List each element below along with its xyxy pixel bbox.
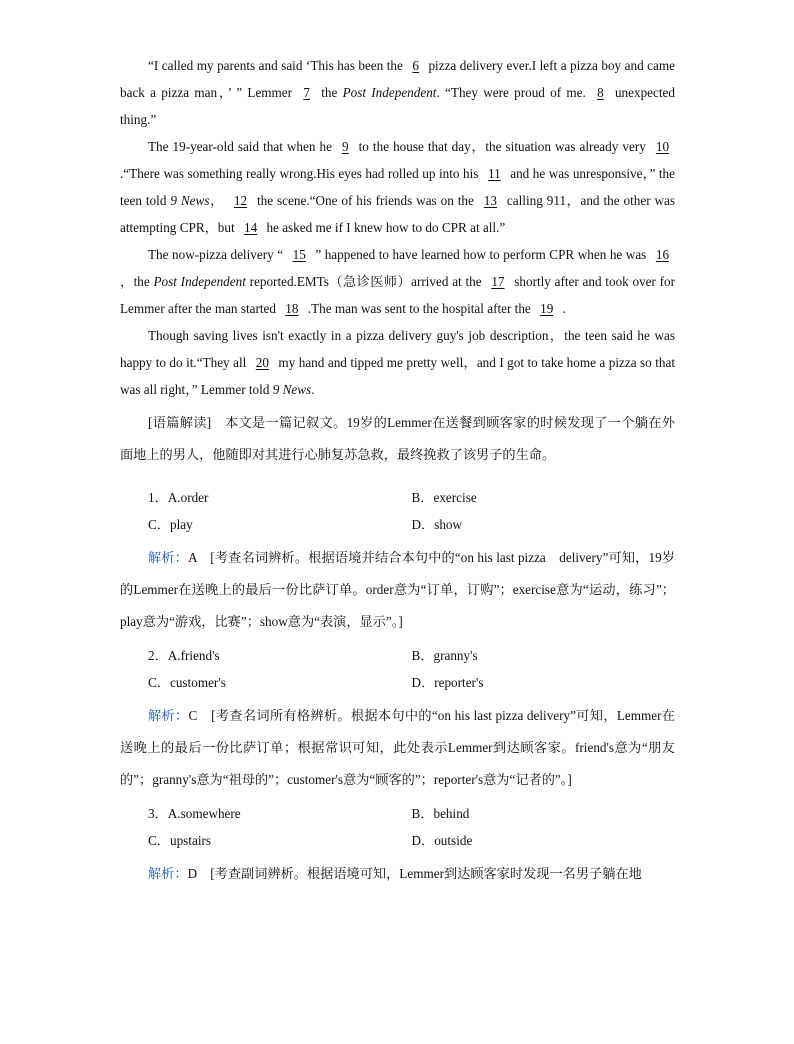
question-3-options	[148, 800, 675, 854]
blank-18: 18	[285, 301, 299, 316]
blank-9: 9	[342, 139, 349, 154]
option-c: C．play	[148, 517, 193, 533]
blank-20: 20	[255, 355, 269, 370]
blank-6: 6	[412, 58, 419, 73]
option-b: B．exercise	[411, 490, 477, 506]
question-2-options	[148, 642, 675, 696]
blank-13: 13	[483, 193, 497, 208]
option-b: B．behind	[411, 806, 470, 822]
blank-11: 11	[487, 166, 501, 181]
question-1-analysis: 解析：A [考查名词辨析。根据语境并结合本句中的“on his last pizza delivery”可知，19岁的Lemmer在送晚上的最后一份比萨订单。order意为“订单，订购”；exercise意为“运动，练习”；play意为“游戏，比赛”；show意为“表演，显示”。]	[120, 550, 676, 630]
option-a: 1．A.order	[148, 490, 209, 506]
analysis-label: 解析：	[148, 708, 189, 724]
analysis-label: 解析：	[148, 550, 189, 566]
option-d: D．outside	[411, 833, 473, 849]
blank-14: 14	[243, 220, 258, 235]
blank-10: 10	[655, 139, 670, 154]
option-d: D．reporter's	[411, 675, 484, 691]
passage-paragraph-3: The now-pizza delivery “ 15 ” happened to have learned how to perform CPR when he was 16 ，the Post Independent reported.EMTs（急诊医师）arrived at the 17 shortly after and took over for Lemmer after the man started 18 .The man was sent to the hospital after the 19 .	[120, 241, 675, 322]
blank-19: 19	[540, 301, 554, 316]
option-b: B．granny's	[411, 648, 478, 664]
question-1-options	[148, 484, 675, 538]
passage-paragraph-4: Though saving lives isn't exactly in a pizza delivery guy's job description，the teen said he was happy to do it.“They all 20 my hand and tipped me pretty well，and I got to take home a pizza so that was all right，” Lemmer told 9 News.	[120, 328, 675, 397]
blank-17: 17	[491, 274, 505, 289]
blank-7: 7	[303, 85, 310, 100]
passage-overview: [语篇解读] 本文是一篇记叙文。19岁的Lemmer在送餐到顾客家的时候发现了一个躺在外面地上的男人，他随即对其进行心肺复苏急救，最终挽救了该男子的生命。	[120, 415, 675, 462]
option-a: 3．A.somewhere	[148, 806, 241, 822]
passage-paragraph-2: The 19-year-old said that when he 9 to the house that day，the situation was already very 10 .“There was something really wrong.His eyes had rolled up into his 11 and he was unresponsive，” the teen told 9 News， 12 the scene.“One of his friends was on the 13 calling 911，and the other was attempting CPR，but 14 he asked me if I knew how to do CPR at all.”	[120, 133, 675, 241]
option-a: 2．A.friend's	[148, 648, 220, 664]
option-d: D．show	[411, 517, 463, 533]
option-c: C．upstairs	[148, 833, 212, 849]
blank-8: 8	[597, 85, 604, 100]
question-2-analysis: 解析：C [考查名词所有格辨析。根据本句中的“on his last pizza delivery”可知，Lemmer在送晚上的最后一份比萨订单；根据常识可知，此处表示Lemmer到达顾客家。friend's意为“朋友的”；granny's意为“祖母的”；customer's意为“顾客的”；reporter's意为“记者的”。]	[120, 708, 675, 788]
analysis-label: 解析：	[148, 866, 188, 882]
document-page	[120, 52, 675, 890]
blank-15: 15	[292, 247, 306, 262]
passage-paragraph-1: “I called my parents and said ‘This has been the 6 pizza delivery ever.I left a pizza boy and came back a pizza man，’ ” Lemmer 7 the Post Independent. “They were proud of me. 8 unexpected thing.”	[120, 52, 675, 133]
question-3-analysis: 解析：D [考查副词辨析。根据语境可知，Lemmer到达顾客家时发现一名男子躺在地	[148, 866, 642, 882]
blank-12: 12	[233, 193, 248, 208]
blank-16: 16	[655, 247, 670, 262]
option-c: C．customer's	[148, 675, 226, 691]
